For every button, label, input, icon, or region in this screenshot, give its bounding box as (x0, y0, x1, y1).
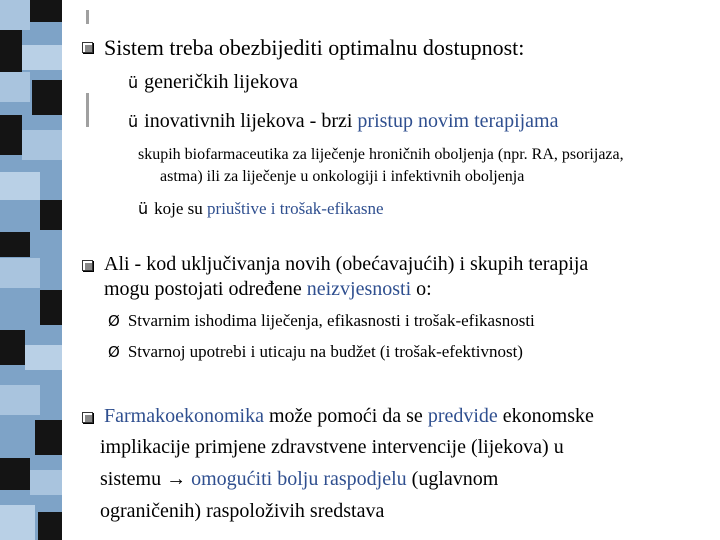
bullet-pharmacoeconomics-line1: Farmakoekonomika može pomoći da se predvide ekonomske (104, 405, 594, 427)
bullet-uncertainty-line1: Ali - kod uključivanja novih (obećavajućih) i skupih terapija (104, 253, 589, 275)
note-line: skupih biofarmaceutika za liječenje hroničnih oboljenja (npr. RA, psorijaza, (138, 146, 624, 163)
sub-item-innovative: ü inovativnih lijekova - brzi pristup novim terapijama (128, 110, 559, 132)
square-bullet-icon (82, 412, 93, 423)
bullet-uncertainty-line2: mogu postojati određene neizvjesnosti o: (104, 278, 432, 300)
square-bullet-icon (82, 42, 93, 53)
sub-item-affordable: ü koje su priuštive i trošak-efikasne (138, 199, 384, 218)
decorative-stripe (0, 0, 62, 540)
divider-tick (86, 10, 89, 24)
bullet-pharmacoeconomics-line4: ograničenih) raspoloživih sredstava (100, 500, 385, 522)
sub-item-generics: ü generičkih lijekova (128, 71, 298, 93)
check-icon: ü (138, 199, 149, 218)
arrow-bullet-icon: Ø (108, 343, 120, 361)
divider-tick (86, 93, 89, 127)
bullet-availability: Sistem treba obezbijediti optimalnu dostupnost: (104, 35, 525, 60)
sub-item-outcomes: Ø Stvarnim ishodima liječenja, efikasnosti i trošak-efikasnosti (108, 311, 535, 330)
arrow-bullet-icon: Ø (108, 312, 120, 330)
bullet-pharmacoeconomics-line3: sistemu → omogućiti bolju raspodjelu (uglavnom (100, 468, 499, 490)
check-icon: ü (128, 73, 139, 92)
bullet-pharmacoeconomics-line2: implikacije primjene zdravstvene intervencije (lijekova) u (100, 436, 564, 458)
note-line: astma) ili za liječenje u onkologiji i infektivnih oboljenja (160, 168, 525, 185)
square-bullet-icon (82, 260, 93, 271)
check-icon: ü (128, 112, 139, 131)
sub-item-usage: Ø Stvarnoj upotrebi i uticaju na budžet (i trošak-efektivnost) (108, 342, 523, 361)
